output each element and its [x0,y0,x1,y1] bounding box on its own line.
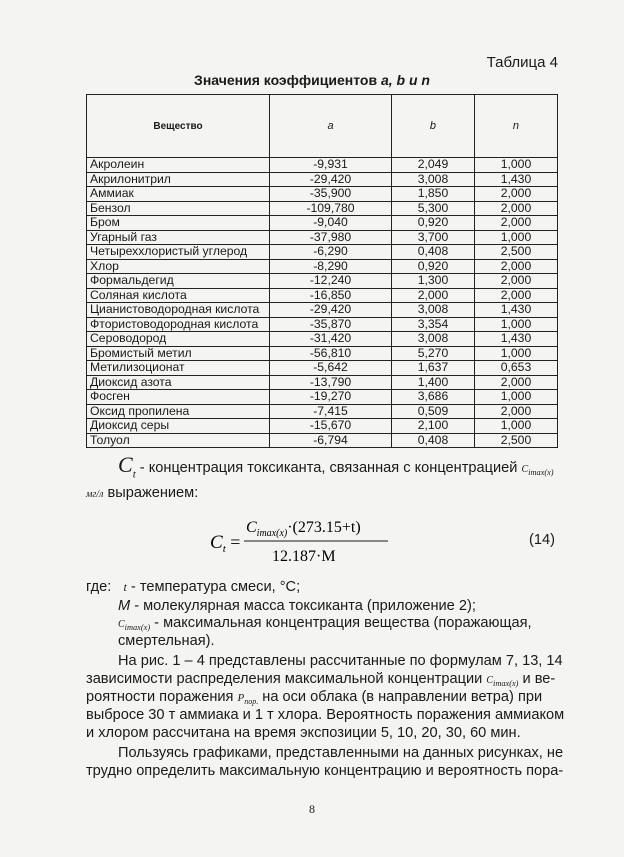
cell-n: 1,000 [474,390,557,405]
where-label: где: [86,579,112,595]
cell-substance: Бромистый метил [87,346,270,361]
equation-number: (14) [529,532,555,548]
table-row [87,259,558,274]
cimax-definition: - максимальная концентрация вещества (поражающая, [150,615,532,631]
formula-14 [210,512,410,572]
cell-n: 1,000 [474,419,557,434]
cell-b: 1,300 [392,274,475,289]
m-symbol: M [118,598,131,614]
cell-a: -19,270 [270,390,392,405]
cell-a: -35,900 [270,187,392,202]
cell-b: 0,408 [392,433,475,448]
cell-n: 2,000 [474,375,557,390]
formula-denominator: 12.187·M [272,548,336,565]
t-symbol: t [123,580,127,594]
where-line-4: смертельная). [118,633,215,649]
cell-a: -29,420 [270,303,392,318]
table-row [87,216,558,231]
cell-n: 1,430 [474,303,557,318]
unit-line [86,484,198,504]
table-row [87,375,558,390]
column-header-b: b [392,95,475,158]
cell-n: 2,500 [474,245,557,260]
table-header-row [87,95,558,158]
cell-substance: Акролеин [87,158,270,173]
cell-b: 1,850 [392,187,475,202]
cell-n: 0,653 [474,361,557,376]
cell-a: -29,420 [270,172,392,187]
where-line-2 [118,597,476,615]
cell-substance: Диоксид азота [87,375,270,390]
cell-a: -6,794 [270,433,392,448]
cell-a: -109,780 [270,201,392,216]
cell-b: 0,920 [392,216,475,231]
cell-a: -12,240 [270,274,392,289]
unit-line-text: выражением: [103,485,199,501]
cell-a: -37,980 [270,230,392,245]
formula-lhs: C [210,532,223,553]
cell-a: -8,290 [270,259,392,274]
cell-substance: Аммиак [87,187,270,202]
cell-a: -9,040 [270,216,392,231]
table-row [87,317,558,332]
table-row [87,433,558,448]
table-title-vars: a, b и n [380,72,430,88]
t-definition: - температура смеси, °C; [126,579,301,595]
paragraph-1-line-2: зависимости распределения максимальной концентрации $C_{imax(x)}$ и ве- [86,671,556,688]
table-row [87,303,558,318]
cell-b: 3,008 [392,303,475,318]
cell-b: 0,509 [392,404,475,419]
cell-substance: Цианистоводородная кислота [87,303,270,318]
cimax-symbol: $C_{imax(x)}$ [521,464,554,477]
paragraph-1-line-3: роятности поражения $P_{пор.}$ на оси облака (в направлении ветра) при [86,689,543,707]
cell-a: -5,642 [270,361,392,376]
cell-n: 1,000 [474,317,557,332]
cell-substance: Сероводород [87,332,270,347]
cell-b: 2,049 [392,158,475,173]
cell-a: -15,670 [270,419,392,434]
cell-a: -16,850 [270,288,392,303]
table-row [87,274,558,289]
cell-b: 3,686 [392,390,475,405]
table-row [87,230,558,245]
cell-b: 3,008 [392,332,475,347]
cell-substance: Акрилонитрил [87,172,270,187]
where-line-1 [86,578,300,596]
svg-text:Ct =: $C_t$ = [210,532,241,555]
paragraph-2-line-1: Пользуясь графиками, представленными на данных рисунках, не [118,745,564,761]
paragraph-1-line-4: выбросе 30 т аммиака и 1 т хлора. Вероятность поражения аммиаком [86,707,565,723]
cell-b: 0,920 [392,259,475,274]
formula-svg [210,512,410,572]
ct-symbol: $C_t$ [118,452,136,481]
table-row [87,346,558,361]
column-header-n: n [474,95,557,158]
cell-n: 2,500 [474,433,557,448]
table-body [87,158,558,448]
table-row [87,288,558,303]
ct-definition-text: - концентрация токсиканта, связанная с концентрацией [135,460,522,476]
column-header-a: a [270,95,392,158]
cell-b: 2,000 [392,288,475,303]
cell-substance: Диоксид серы [87,419,270,434]
paragraph-1-line-5: и хлором рассчитана на время экспозиции 5, 10, 20, 30, 60 мин. [86,725,521,741]
cell-b: 5,270 [392,346,475,361]
cell-n: 2,000 [474,187,557,202]
table-row [87,187,558,202]
table-title [0,72,624,88]
ct-definition-line [118,452,554,483]
cell-b: 3,354 [392,317,475,332]
unit: мг/л [86,489,104,500]
cell-a: -6,290 [270,245,392,260]
table-number: Таблица 4 [486,54,558,71]
cell-n: 1,430 [474,332,557,347]
cell-substance: Метилизоционат [87,361,270,376]
table-row [87,201,558,216]
cell-substance: Соляная кислота [87,288,270,303]
table-row [87,245,558,260]
table-row [87,404,558,419]
formula-numerator: $C_{imax(x)}\cdot(273.15+t)$ [246,519,361,539]
table-row [87,419,558,434]
cell-substance: Бензол [87,201,270,216]
cell-substance: Фосген [87,390,270,405]
p-symbol: $P_{пор.}$ [237,692,259,707]
cell-substance: Четыреххлористый углерод [87,245,270,260]
cell-b: 3,700 [392,230,475,245]
cell-n: 1,000 [474,230,557,245]
column-header-substance: Вещество [87,95,270,158]
cell-b: 1,637 [392,361,475,376]
cell-n: 2,000 [474,288,557,303]
cell-a: -13,790 [270,375,392,390]
cell-substance: Фтористоводородная кислота [87,317,270,332]
cimax-symbol-def: $C_{imax(x)}$ [118,619,151,632]
page-number: 8 [309,802,315,816]
cell-b: 2,100 [392,419,475,434]
cell-n: 2,000 [474,259,557,274]
cell-substance: Толуол [87,433,270,448]
cell-n: 2,000 [474,216,557,231]
cell-b: 3,008 [392,172,475,187]
cell-b: 1,400 [392,375,475,390]
coefficients-table [86,94,558,448]
table-row [87,158,558,173]
table-row [87,390,558,405]
cell-a: -31,420 [270,332,392,347]
table-row [87,361,558,376]
cell-substance: Формальдегид [87,274,270,289]
cell-n: 2,000 [474,274,557,289]
table-row [87,332,558,347]
cell-n: 2,000 [474,201,557,216]
cell-substance: Угарный газ [87,230,270,245]
cell-a: -7,415 [270,404,392,419]
cell-a: -9,931 [270,158,392,173]
cell-substance: Бром [87,216,270,231]
paragraph-1-line-1: На рис. 1 – 4 представлены рассчитанные по формулам 7, 13, 14 [118,653,563,669]
cell-substance: Хлор [87,259,270,274]
m-definition: - молекулярная масса токсиканта (приложение 2); [130,598,476,614]
cell-n: 1,000 [474,158,557,173]
cell-n: 1,000 [474,346,557,361]
cell-b: 0,408 [392,245,475,260]
paragraph-2-line-2: трудно определить максимальную концентрацию и вероятность пора- [86,763,564,779]
cell-substance: Оксид пропилена [87,404,270,419]
cimax-symbol-text: $C_{imax(x)}$ [486,675,519,688]
table-title-text: Значения коэффициентов [194,72,381,88]
cell-a: -35,870 [270,317,392,332]
cell-n: 1,430 [474,172,557,187]
cell-n: 2,000 [474,404,557,419]
cell-a: -56,810 [270,346,392,361]
table-row [87,172,558,187]
cell-b: 5,300 [392,201,475,216]
